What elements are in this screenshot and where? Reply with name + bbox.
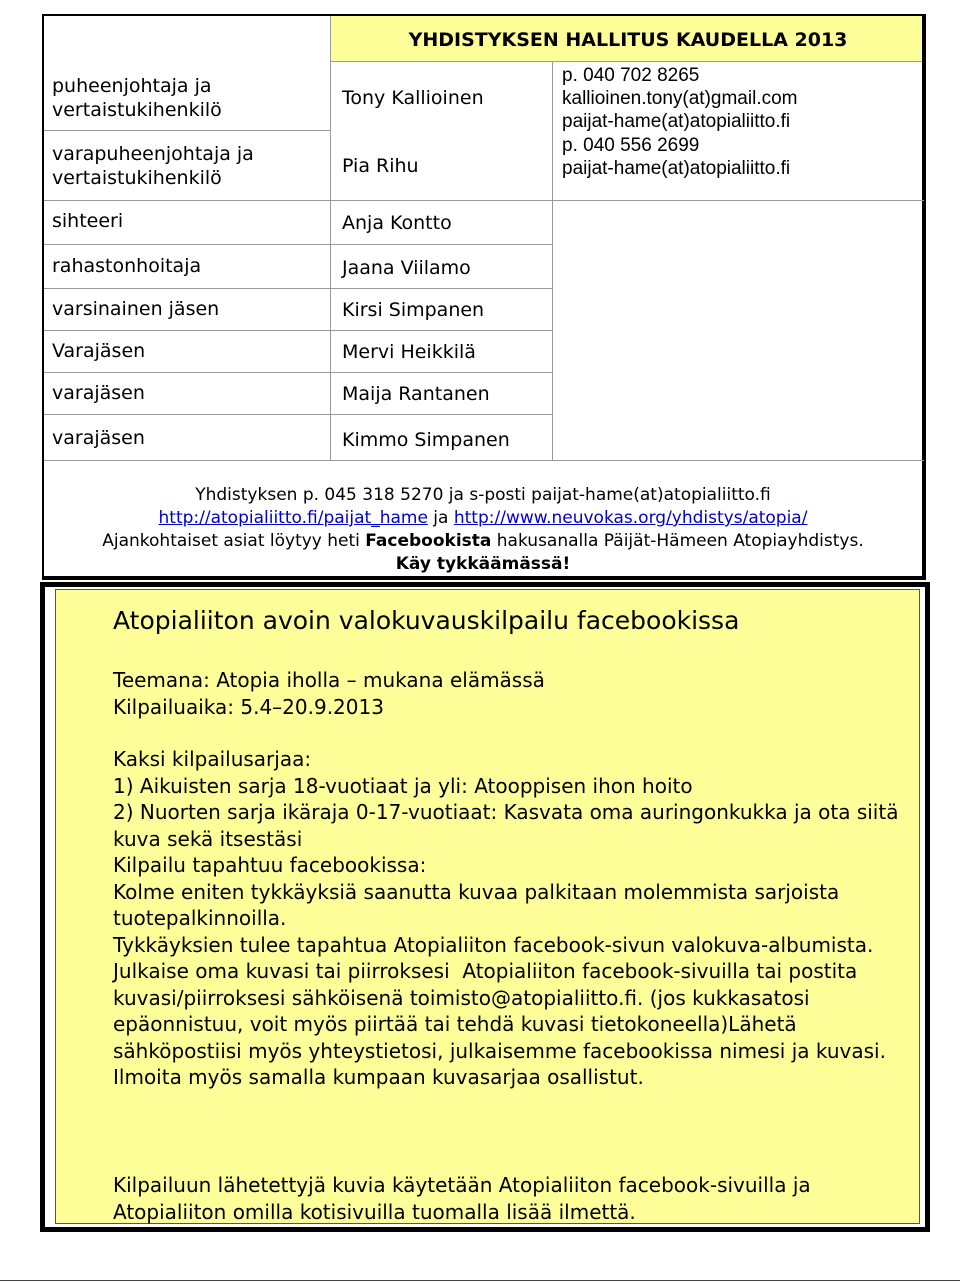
contact-email-chair: kallioinen.tony(at)gmail.com: [562, 88, 798, 109]
role-vice-chair: varapuheenjohtaja ja vertaistukihenkilö: [52, 143, 254, 189]
row-divider: [44, 460, 924, 461]
role-secretary: sihteeri: [52, 210, 124, 232]
name-vice-chair: Pia Rihu: [342, 155, 419, 177]
association-links-line: [44, 507, 922, 530]
like-us-line: Käy tykkäämässä!: [395, 554, 571, 574]
contest-period: Kilpailuaika: 5.4–20.9.2013: [113, 694, 384, 719]
contact-email-vice-chair: paijat-hame(at)atopialiitto.fi: [562, 158, 791, 179]
row-divider: [44, 244, 552, 245]
series-heading: Kaksi kilpailusarjaa:: [113, 747, 312, 771]
role-deputy-1: Varajäsen: [52, 340, 146, 362]
role-chair: puheenjohtaja ja vertaistukihenkilö: [52, 75, 222, 121]
board-table: [42, 14, 926, 580]
contest-prizes: Kolme eniten tykkäyksiä saanutta kuvaa palkitaan molemmista sarjoista tuotepalkinnoilla.: [113, 879, 840, 930]
series-youth: 2) Nuorten sarja ikäraja 0-17-vuotiaat: Kasvata oma auringonkukka ja ota siitä kuva sekä itsestäsi: [113, 800, 899, 851]
role-deputy-2: varajäsen: [52, 382, 145, 404]
photo-contest-notice: [40, 582, 930, 1232]
row-divider: [44, 414, 552, 415]
name-chair: Tony Kallioinen: [342, 87, 484, 109]
board-title: YHDISTYKSEN HALLITUS KAUDELLA 2013: [408, 29, 848, 51]
row-divider: [44, 288, 552, 289]
links-joiner: ja: [427, 508, 454, 528]
contest-theme: Teemana: Atopia iholla – mukana elämässä: [113, 668, 545, 692]
notice-title: Atopialiiton avoin valokuvauskilpailu facebookissa: [113, 606, 740, 635]
contest-where: Kilpailu tapahtuu facebookissa:: [113, 853, 427, 877]
name-member: Kirsi Simpanen: [342, 299, 485, 321]
facebook-info-post: hakusanalla Päijät-Hämeen Atopiayhdistys.: [491, 531, 864, 551]
association-contact-line: Yhdistyksen p. 045 318 5270 ja s-posti paijat-hame(at)atopialiitto.fi: [195, 485, 771, 505]
row-divider: [44, 372, 552, 373]
name-deputy-3: Kimmo Simpanen: [342, 429, 510, 451]
page-bottom-rule: [0, 1280, 960, 1281]
name-deputy-1: Mervi Heikkilä: [342, 341, 476, 363]
contest-likes: Tykkäyksien tulee tapahtua Atopialiiton facebook-sivun valokuva-albumista.: [113, 932, 874, 957]
row-divider: [44, 330, 552, 331]
contact-phone-chair: p. 040 702 8265: [562, 65, 700, 86]
notice-usage: [113, 1172, 923, 1225]
link-neuvokas[interactable]: http://www.neuvokas.org/yhdistys/atopia/: [453, 508, 808, 528]
facebook-info-line: [44, 530, 922, 553]
column-divider: [330, 16, 331, 460]
role-treasurer: rahastonhoitaja: [52, 255, 202, 277]
contact-phone-vice-chair: p. 040 556 2699: [562, 135, 700, 156]
contest-instructions: Julkaise oma kuvasi tai piirroksesi Atopialiiton facebook-sivuilla tai postita kuvasi/piirroksesi sähköisenä toimisto@atopialiitto.fi. (jos kukkasatosi epäonnistuu, voit myös piirtää tai tehdä kuvasi tietokoneella)Lähetä sähköpostiisi myös yhteystietosi, julkaisemme facebookissa nimesi ja kuvasi. Ilmoita myös samalla kumpaan kuvasarjaa osallistut.: [113, 959, 893, 1089]
notice-intro: [113, 667, 923, 720]
name-treasurer: Jaana Viilamo: [342, 257, 471, 279]
name-secretary: Anja Kontto: [342, 212, 452, 234]
name-deputy-2: Maija Rantanen: [342, 383, 490, 405]
role-member: varsinainen jäsen: [52, 298, 220, 320]
facebook-info-pre: Ajankohtaiset asiat löytyy heti: [102, 531, 366, 551]
notice-body: [113, 746, 923, 1091]
row-divider: [44, 130, 330, 131]
photo-usage-info: Kilpailuun lähetettyjä kuvia käytetään Atopialiiton facebook-sivuilla ja Atopialiiton omilla kotisivuilla tuomalla lisää ilmettä.: [113, 1173, 811, 1224]
role-deputy-3: varajäsen: [52, 427, 145, 449]
facebook-info-bold: Facebookista: [365, 531, 492, 551]
column-divider: [552, 61, 553, 460]
link-atopialiitto[interactable]: http://atopialiitto.fi/paijat_hame: [158, 508, 428, 528]
series-adults: 1) Aikuisten sarja 18-vuotiaat ja yli: Atooppisen ihon hoito: [113, 773, 693, 798]
contact-email-association: paijat-hame(at)atopialiitto.fi: [562, 111, 791, 132]
row-divider: [44, 200, 924, 201]
